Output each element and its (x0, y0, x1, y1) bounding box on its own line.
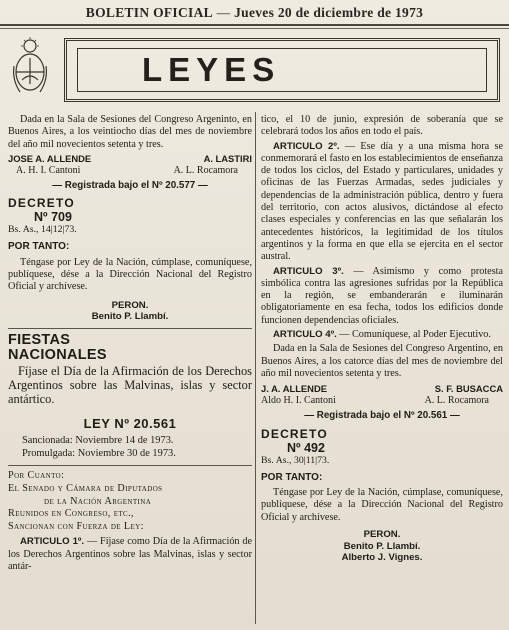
signatures-row (261, 395, 503, 407)
coat-of-arms-icon (10, 36, 50, 98)
por-tanto-heading: POR TANTO: (8, 241, 70, 253)
article-separator (8, 328, 252, 329)
signatures-row (8, 165, 252, 177)
article-2-paragraph (261, 141, 503, 264)
article-label: ARTICULO 2º. (273, 140, 340, 152)
por-tanto-heading: POR TANTO: (261, 471, 323, 483)
masthead-separator: — (212, 5, 235, 20)
article-label: ARTICULO 4º. (273, 329, 337, 341)
section-title: LEYES (142, 51, 281, 88)
section-header-frame (64, 38, 500, 102)
article-heading: FIESTAS (8, 331, 71, 348)
signer-name: A. L. Rocamora (173, 164, 238, 176)
signer-name: A. H. I. Cantoni (16, 164, 81, 176)
article-4-paragraph (261, 329, 503, 341)
decree-signers (8, 300, 252, 323)
por-cuanto-heading: Por Cuanto: (8, 470, 65, 482)
decree-signers (261, 529, 503, 564)
por-tanto-paragraph: Téngase por Ley de la Nación, cúmplase, comuníquese, publíquese, dése a la Dirección Nacional del Registro Oficial y archívese. (261, 487, 503, 523)
signer-name: J. A. ALLENDE (261, 383, 327, 395)
signer-name: A. L. Rocamora (424, 395, 489, 407)
signer-name: A. LASTIRI (203, 152, 252, 164)
law-preamble-line: Reunidos en Congreso, etc., (8, 508, 135, 520)
law-preamble-line: Sancionan con Fuerza de Ley: (8, 520, 144, 532)
article-label: ARTICULO 3º. (273, 265, 344, 277)
signer-name: Alberto J. Vignes. (341, 552, 423, 564)
masthead (0, 0, 509, 26)
article-separator (8, 465, 252, 466)
signer-name: PERON. (363, 529, 401, 541)
masthead-rule (0, 24, 509, 26)
signer-name: Benito P. Llambí. (343, 540, 421, 552)
column-divider (255, 112, 256, 624)
article-label: ARTICULO 1º. (20, 536, 85, 548)
right-column (261, 114, 503, 564)
law-preamble-line: El Senado y Cámara de Diputados (8, 482, 163, 494)
left-column (8, 114, 252, 575)
signer-name: JOSE A. ALLENDE (8, 152, 92, 164)
decree-date: Bs. As., 14|12|73. (8, 224, 77, 236)
article-text: — Fíjase como Día de la Afirmación de los Derechos Argentinos sobre las Malvinas, islas y sector antár- (8, 536, 253, 572)
registration-note: — Registrada bajo el Nº 20.561 — (304, 410, 460, 422)
article-text: — Ese día y a una misma hora se conmemorará el fasto en los establecimientos de enseñanza de todos los ciclos, del Estado y particulares, unidades y oficinas de las Fuerzas Armadas, sedes judiciales y dependencias de la administración pública, dentro y fuera del territorio, con actos alusivos, dictándose al efecto clases especiales y conferencias en las que señalarán los antecedentes históricos, la legitimidad de los títulos argentinos y la forma en que ella se ejercita en el sector austral. (261, 140, 504, 263)
promulgation-date: Promulgada: Noviembre 30 de 1973. (22, 448, 176, 460)
signatures-row (261, 383, 503, 395)
article-heading: NACIONALES (8, 346, 107, 363)
masthead-rule-thin (0, 28, 509, 29)
registration-note: — Registrada bajo el Nº 20.577 — (52, 179, 208, 191)
signer-name: S. F. BUSACCA (434, 383, 503, 395)
signer-name: Aldo H. I. Cantoni (261, 395, 336, 407)
signatures-row (8, 153, 252, 165)
article-text: — Comuníquese, al Poder Ejecutivo. (339, 329, 491, 341)
decree-number: Nº 492 (287, 440, 325, 455)
article-summary: Fíjase el Día de la Afirmación de los Derechos Argentinos sobre las Malvinas, islas y sector antártico. (8, 363, 252, 406)
sanction-date: Sancionada: Noviembre 14 de 1973. (22, 435, 174, 447)
decree-label: DECRETO (261, 426, 328, 441)
article-continuation: tico, el 10 de junio, expresión de soberanía que se celebrará todos los años en todo el país. (261, 114, 503, 138)
article-text: — Asimismo y como protesta simbólica contra las agresiones sufridas por la República en la región, se embanderarán e iluminarán obligatoriamente en esa fecha, todos los edificios donde funcionen dependencias oficiales. (261, 265, 504, 326)
publication-date: Jueves 20 de diciembre de 1973 (234, 5, 424, 20)
signer-name: Benito P. Llambí. (91, 311, 169, 323)
intro-paragraph: Dada en la Sala de Sesiones del Congreso Argeninto, en Buenos Aires, a los veintiocho días del mes de noviembre del año mil novecientos setenta y tres. (8, 114, 252, 150)
signer-name: PERON. (111, 299, 149, 311)
article-3-paragraph (261, 266, 503, 327)
article-1-paragraph (8, 536, 252, 573)
por-tanto-paragraph: Téngase por Ley de la Nación, cúmplase, comuníquese, publíquese, dése a la Dirección Nacional del Registro Oficial y archívese. (8, 256, 252, 293)
decree-label: DECRETO (8, 196, 75, 211)
decree-date: Bs. As., 30|11|73. (261, 454, 330, 466)
closing-paragraph: Dada en la Sala de Sesiones del Congreso Argentino, en Buenos Aires, a los catorce días del mes de noviembre del año mil novecientos setenta y tres. (261, 343, 503, 379)
law-number: LEY Nº 20.561 (83, 416, 177, 432)
decree-number: Nº 709 (34, 210, 72, 225)
law-preamble-line: de la Nación Argentina (44, 495, 152, 507)
publication-name: BOLETIN OFICIAL (85, 5, 213, 20)
